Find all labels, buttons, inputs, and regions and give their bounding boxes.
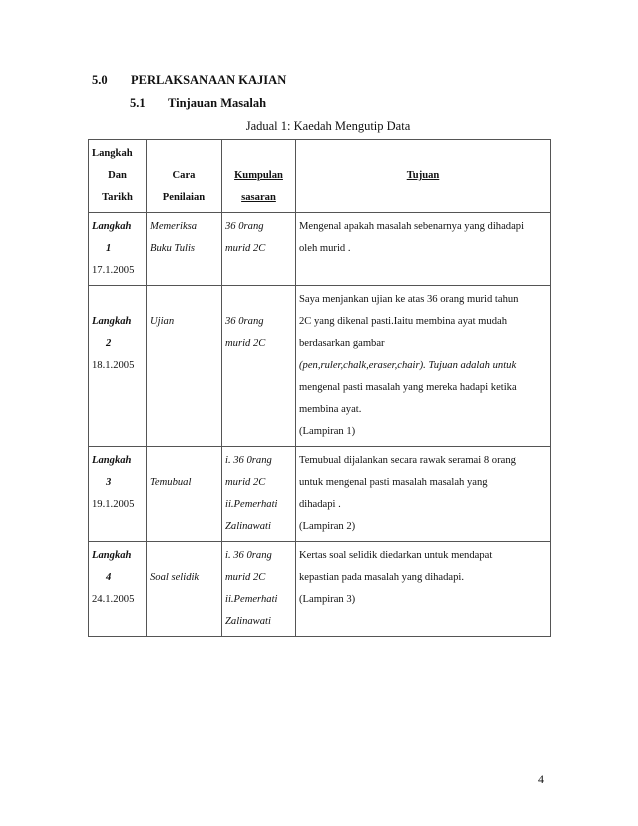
cara-cell: Memeriksa Buku Tulis — [147, 213, 222, 286]
section-number: 5.0 — [92, 73, 108, 87]
header-tujuan: Tujuan — [296, 140, 551, 213]
header-langkah: Langkah Dan Tarikh — [89, 140, 147, 213]
section-title: PERLAKSANAAN KAJIAN — [131, 73, 287, 87]
tujuan-cell: Kertas soal selidik diedarkan untuk mendapat kepastian pada masalah yang dihadapi. (Lampiran 3) — [296, 542, 551, 637]
table-row — [89, 447, 551, 542]
tujuan-cell: Temubual dijalankan secara rawak seramai 8 orang untuk mengenal pasti masalah masalah yang dihadapi . (Lampiran 2) — [296, 447, 551, 542]
table-caption: Jadual 1: Kaedah Mengutip Data — [245, 119, 411, 133]
tujuan-cell: Mengenal apakah masalah sebenarnya yang dihadapi oleh murid . — [296, 213, 551, 286]
cara-cell: Temubual — [147, 447, 222, 542]
header-kumpulan: Kumpulan sasaran — [222, 140, 296, 213]
tujuan-cell: Saya menjankan ujian ke atas 36 orang murid tahun 2C yang dikenal pasti.Iaitu membina ayat mudah berdasarkan gambar (pen,ruler,chalk,eraser,chair). Tujuan adalah untuk mengenal pasti masalah yang mereka hadapi ketika membina ayat. (Lampiran 1) — [296, 286, 551, 447]
cara-cell: Ujian — [147, 286, 222, 447]
kumpulan-cell: 36 0rang murid 2C — [222, 213, 296, 286]
table-row — [89, 213, 551, 286]
section-heading — [92, 73, 286, 88]
data-collection-table — [88, 139, 551, 637]
subsection-heading — [130, 96, 266, 111]
page-number: 4 — [538, 772, 544, 786]
kumpulan-cell: i. 36 0rang murid 2C ii.Pemerhati Zalinawati — [222, 542, 296, 637]
step-cell: Langkah 2 18.1.2005 — [89, 286, 147, 447]
subsection-number: 5.1 — [130, 96, 146, 110]
table-header-row — [89, 140, 551, 213]
step-cell: Langkah 3 19.1.2005 — [89, 447, 147, 542]
kumpulan-cell: i. 36 0rang murid 2C ii.Pemerhati Zalinawati — [222, 447, 296, 542]
step-cell: Langkah 1 17.1.2005 — [89, 213, 147, 286]
table-row — [89, 286, 551, 447]
kumpulan-cell: 36 0rang murid 2C — [222, 286, 296, 447]
subsection-title: Tinjauan Masalah — [168, 96, 267, 110]
table-row — [89, 542, 551, 637]
cara-cell: Soal selidik — [147, 542, 222, 637]
step-cell: Langkah 4 24.1.2005 — [89, 542, 147, 637]
header-cara: Cara Penilaian — [147, 140, 222, 213]
